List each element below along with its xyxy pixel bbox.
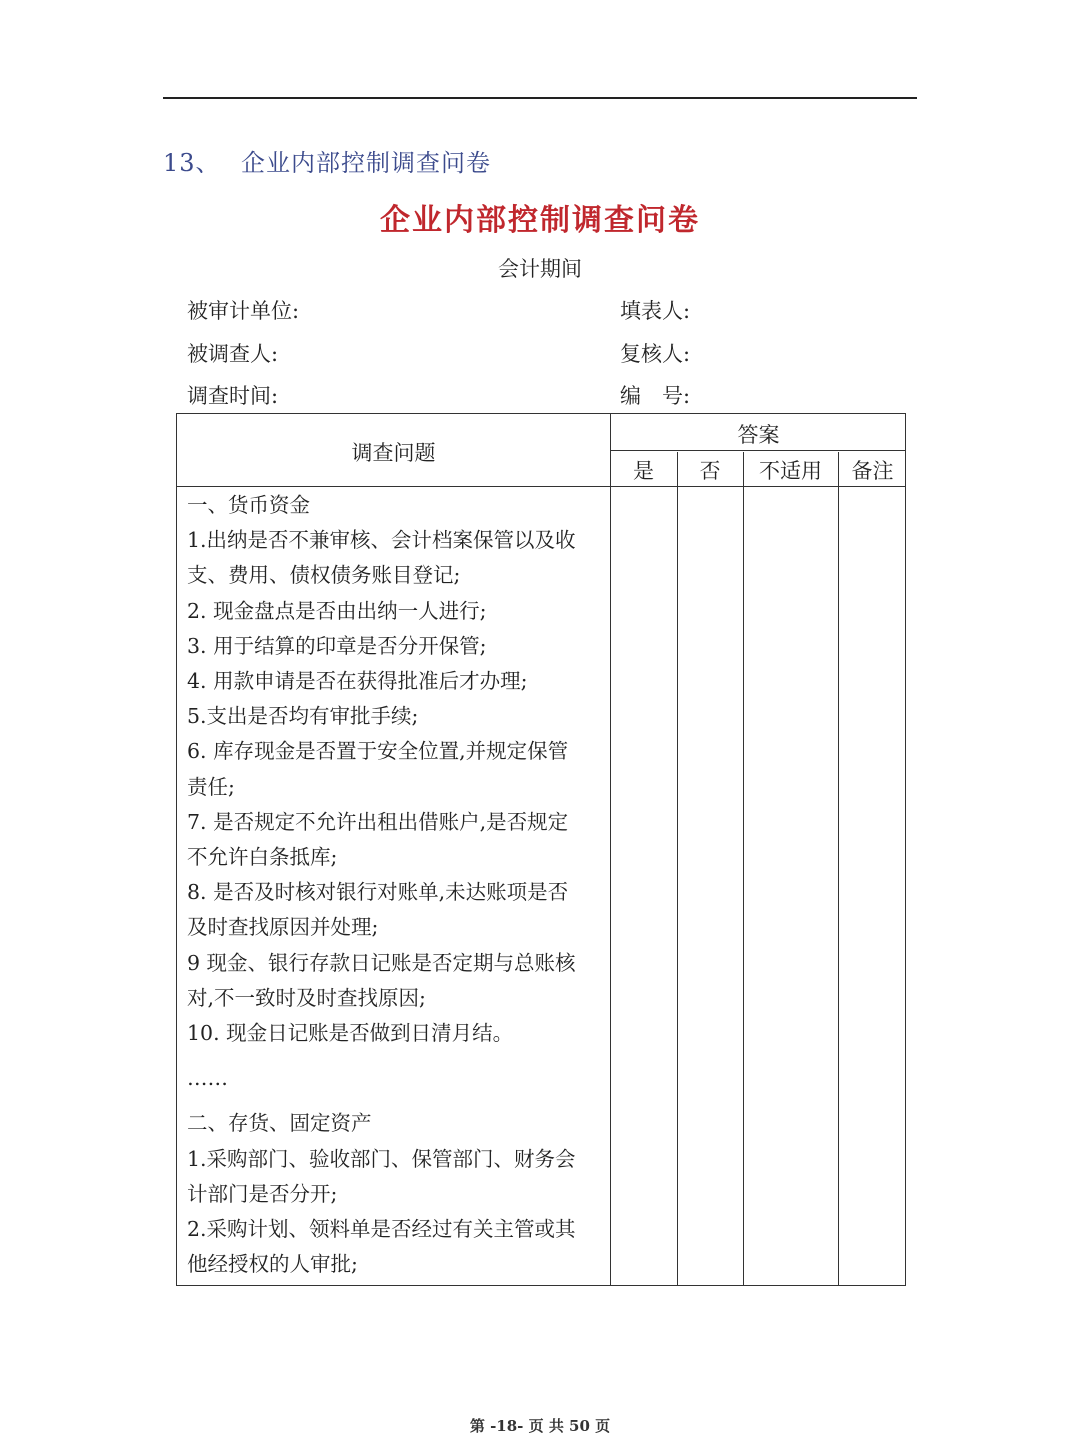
- question-line: [187, 1096, 607, 1106]
- document-title: 企业内部控制调查问卷: [380, 203, 700, 238]
- question-line: 责任;: [187, 774, 235, 799]
- accounting-period-label: 会计期间: [498, 257, 582, 281]
- question-line: 4. 用款申请是否在获得批准后才办理;: [187, 669, 528, 694]
- question-line: 计部门是否分开;: [187, 1181, 338, 1206]
- question-line: 6. 库存现金是否置于安全位置,并规定保管: [187, 739, 569, 764]
- table-divider: [743, 452, 744, 1285]
- table-divider: [177, 486, 905, 487]
- question-line: 2.采购计划、领料单是否经过有关主管或其: [187, 1217, 576, 1242]
- question-line: [187, 1051, 607, 1061]
- question-line: 9 现金、银行存款日记账是否定期与总账核: [187, 950, 576, 975]
- question-line: 一、货币资金: [187, 493, 310, 517]
- question-line: 2. 现金盘点是否由出纳一人进行;: [187, 598, 487, 623]
- header-rule: [163, 97, 917, 99]
- respondent-label: 被调查人:: [187, 342, 279, 366]
- survey-table: [176, 413, 906, 1286]
- answer-yes-header: 是: [633, 459, 654, 483]
- survey-time-label: 调查时间:: [187, 384, 279, 408]
- reviewer-label: 复核人:: [620, 342, 691, 366]
- question-line: 二、存货、固定资产: [187, 1111, 372, 1136]
- question-line: 8. 是否及时核对银行对账单,未达账项是否: [187, 880, 569, 905]
- answer-no-header: 否: [699, 459, 721, 483]
- preparer-label: 填表人:: [620, 299, 691, 323]
- question-line: 不允许白条抵库;: [187, 845, 338, 870]
- question-line: 及时查找原因并处理;: [187, 915, 379, 940]
- question-line: 1.出纳是否不兼审核、会计档案保管以及收: [187, 528, 576, 553]
- question-line: 3. 用于结算的印章是否分开保管;: [187, 633, 487, 658]
- remarks-header: 备注: [851, 459, 894, 483]
- audited-unit-label: 被审计单位:: [187, 299, 300, 323]
- table-divider: [610, 450, 905, 451]
- question-line: 他经授权的人审批;: [187, 1252, 358, 1277]
- question-line: 10. 现金日记账是否做到日清月结。: [187, 1021, 514, 1046]
- question-line: 对,不一致时及时查找原因;: [187, 985, 426, 1010]
- section-title: 企业内部控制调查问卷: [241, 149, 491, 177]
- question-column-header: 调查问题: [351, 441, 436, 465]
- question-line: ……: [187, 1066, 228, 1091]
- question-list: [187, 488, 607, 1282]
- page-footer: 第 -18- 页 共 50 页: [469, 1417, 611, 1435]
- section-number: 13、: [163, 149, 221, 177]
- table-divider: [610, 414, 611, 1285]
- question-line: 支、费用、债权债务账目登记;: [187, 563, 461, 588]
- serial-number-label: 编 号:: [620, 384, 691, 408]
- table-divider: [838, 452, 839, 1285]
- table-divider: [677, 452, 678, 1285]
- answer-na-header: 不适用: [759, 459, 822, 483]
- question-line: 1.采购部门、验收部门、保管部门、财务会: [187, 1146, 576, 1171]
- question-line: 5.支出是否均有审批手续;: [187, 704, 419, 729]
- answer-column-header: 答案: [737, 423, 780, 447]
- section-heading: [163, 143, 491, 178]
- question-line: 7. 是否规定不允许出租出借账户,是否规定: [187, 809, 569, 834]
